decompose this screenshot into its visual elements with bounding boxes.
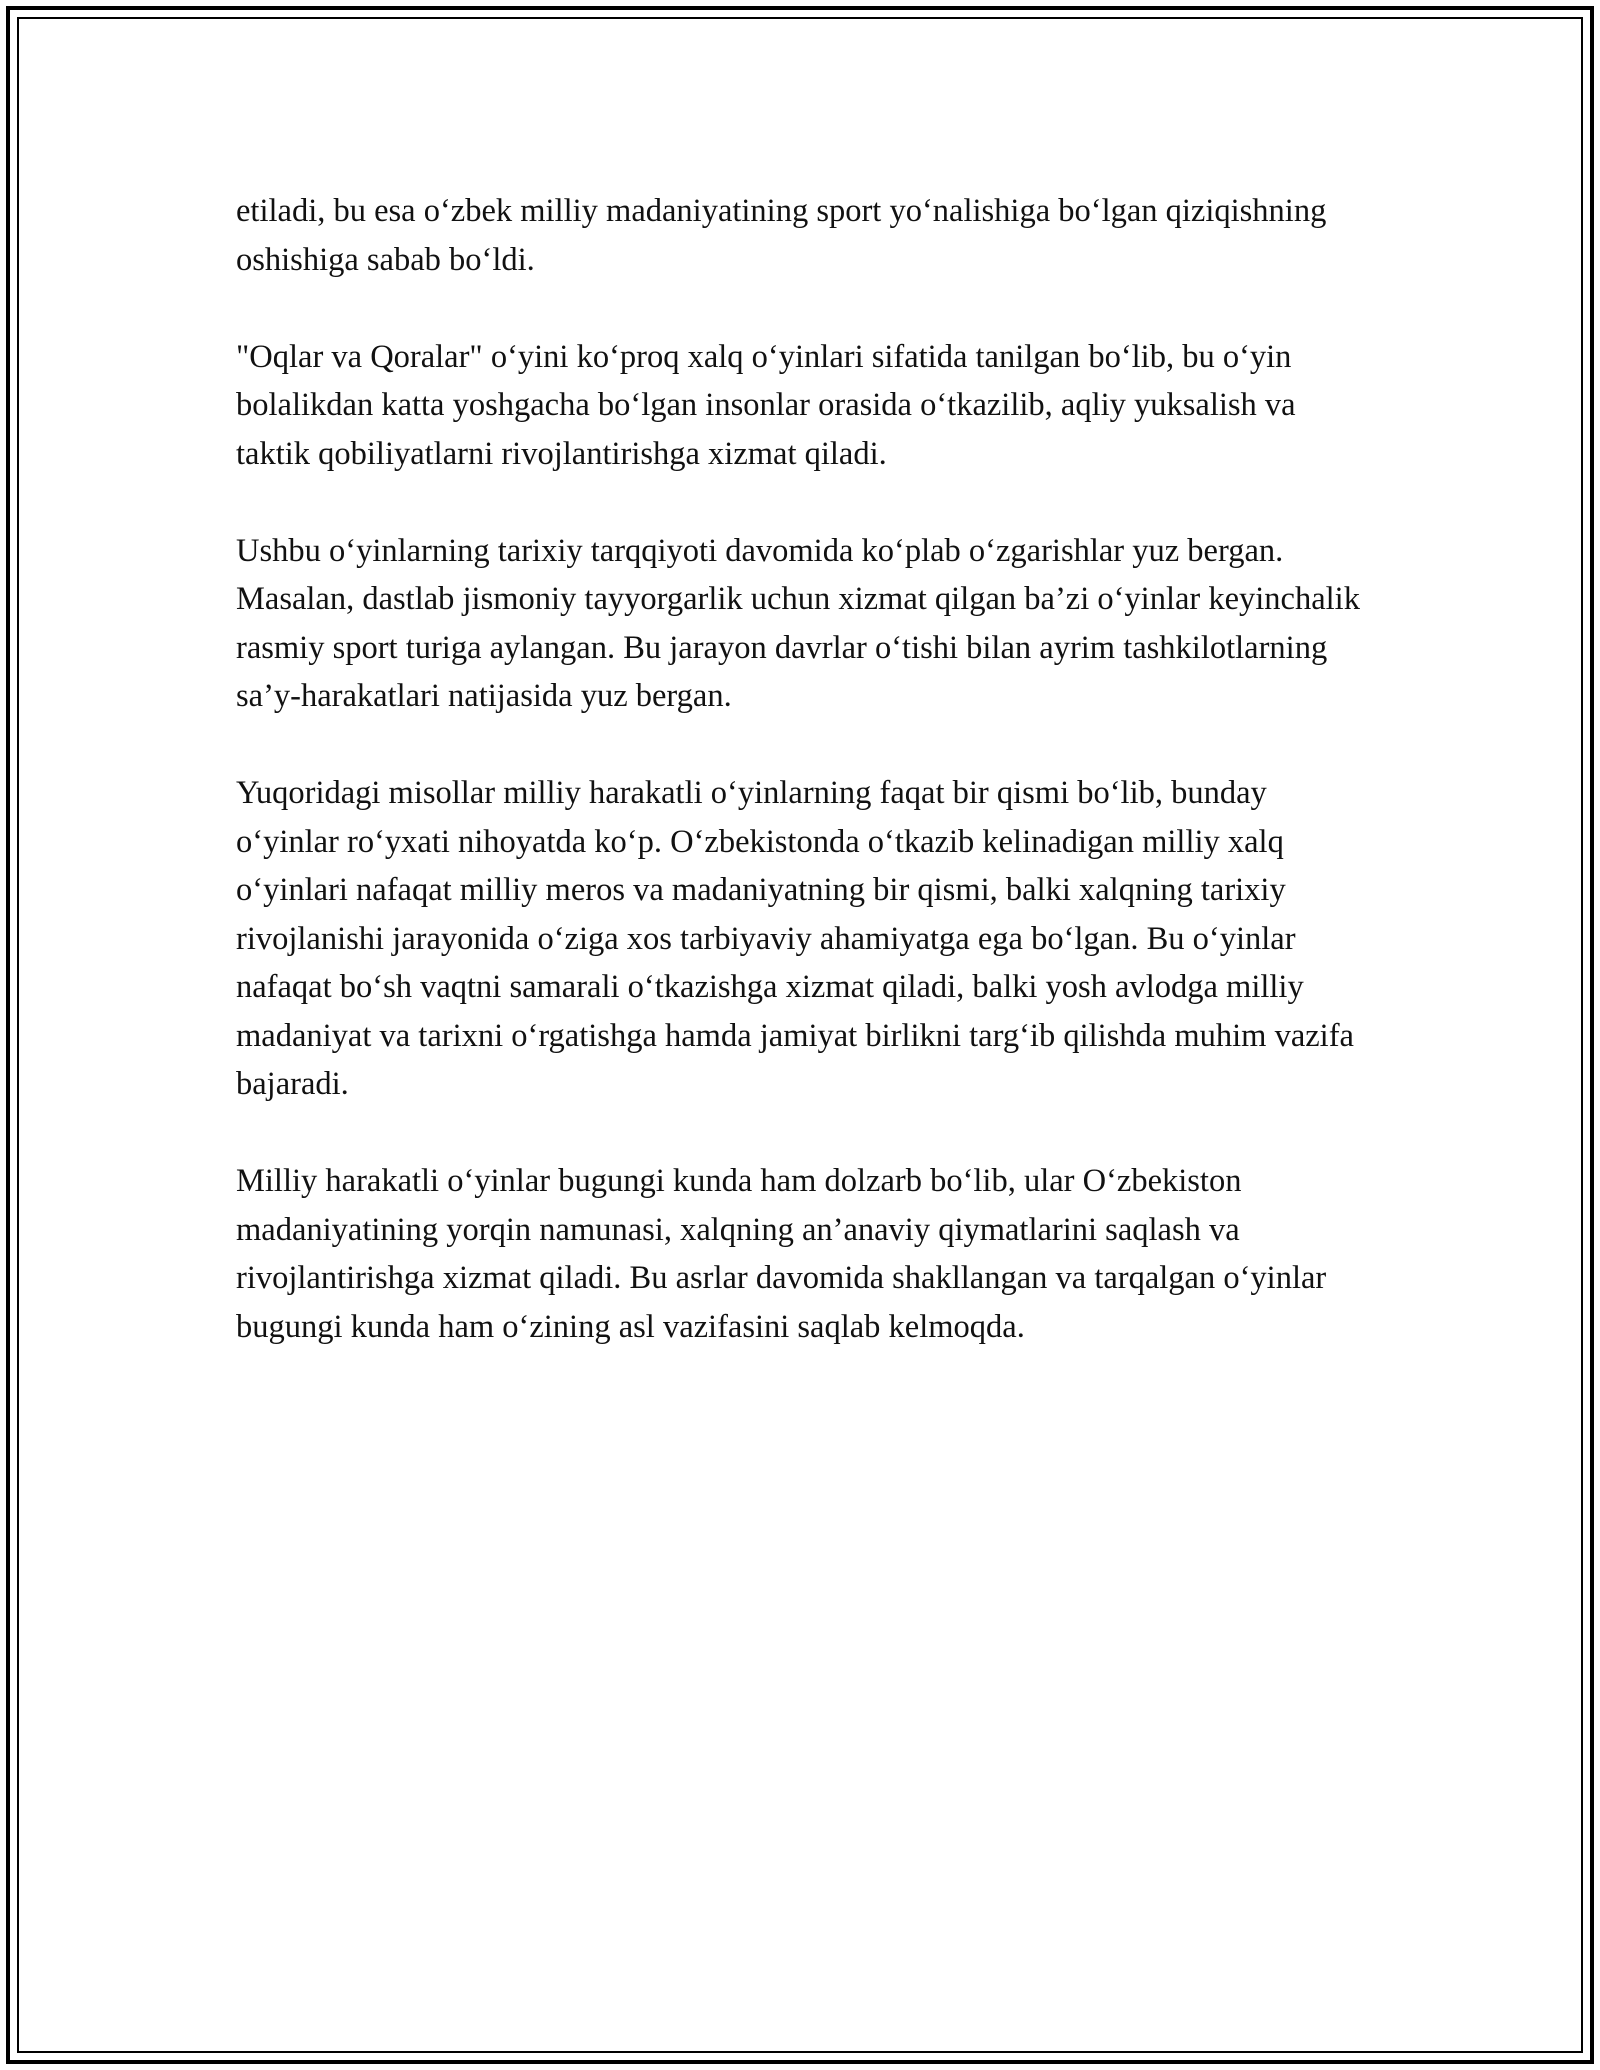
paragraph-oqlar-va-qoralar: "Oqlar va Qoralar" o‘yini ko‘proq xalq o‘yinlari sifatida tanilgan bo‘lib, bu o‘yin bolalikdan katta yoshgacha bo‘lgan insonlar orasida o‘tkazilib, aqliy yuksalish va taktik qobiliyatlarni rivojlantirishga xizmat qiladi. xyxy=(236,338,1296,472)
paragraph-continuation: etiladi, bu esa o‘zbek milliy madaniyatining sport yo‘nalishiga bo‘lgan qiziqishning oshishiga sabab bo‘ldi. xyxy=(236,193,1327,278)
paragraph-examples-summary: Yuqoridagi misollar milliy harakatli o‘yinlarning faqat bir qismi bo‘lib, bunday o‘yinlar ro‘yxati nihoyatda ko‘p. O‘zbekistonda o‘tkazib kelinadigan milliy xalq o‘yinlari nafaqat milliy meros va madaniyatning bir qismi, balki xalqning tarixiy rivojlanishi jarayonida o‘ziga xos tarbiyaviy ahamiyatga ega bo‘lgan. Bu o‘yinlar nafaqat bo‘sh vaqtni samarali o‘tkazishga xizmat qiladi, balki yosh avlodga milliy madaniyat va tarixni o‘rgatishga hamda jamiyat birlikni targ‘ib qilishda muhim vazifa bajaradi. xyxy=(236,775,1354,1102)
document-body xyxy=(236,187,1376,1400)
paragraph-conclusion: Milliy harakatli o‘yinlar bugungi kunda ham dolzarb bo‘lib, ular O‘zbekiston madaniyatining yorqin namunasi, xalqning an’anaviy qiymatlarini saqlash va rivojlantirishga xizmat qiladi. Bu asrlar davomida shakllangan va tarqalgan o‘yinlar bugungi kunda ham o‘zining asl vazifasini saqlab kelmoqda. xyxy=(236,1163,1327,1345)
paragraph-historical-development: Ushbu o‘yinlarning tarixiy tarqqiyoti davomida ko‘plab o‘zgarishlar yuz bergan. Masalan, dastlab jismoniy tayyorgarlik uchun xizmat qilgan ba’zi o‘yinlar keyinchalik rasmiy sport turiga aylangan. Bu jarayon davrlar o‘tishi bilan ayrim tashkilotlarning sa’y-harakatlari natijasida yuz bergan. xyxy=(236,532,1360,714)
